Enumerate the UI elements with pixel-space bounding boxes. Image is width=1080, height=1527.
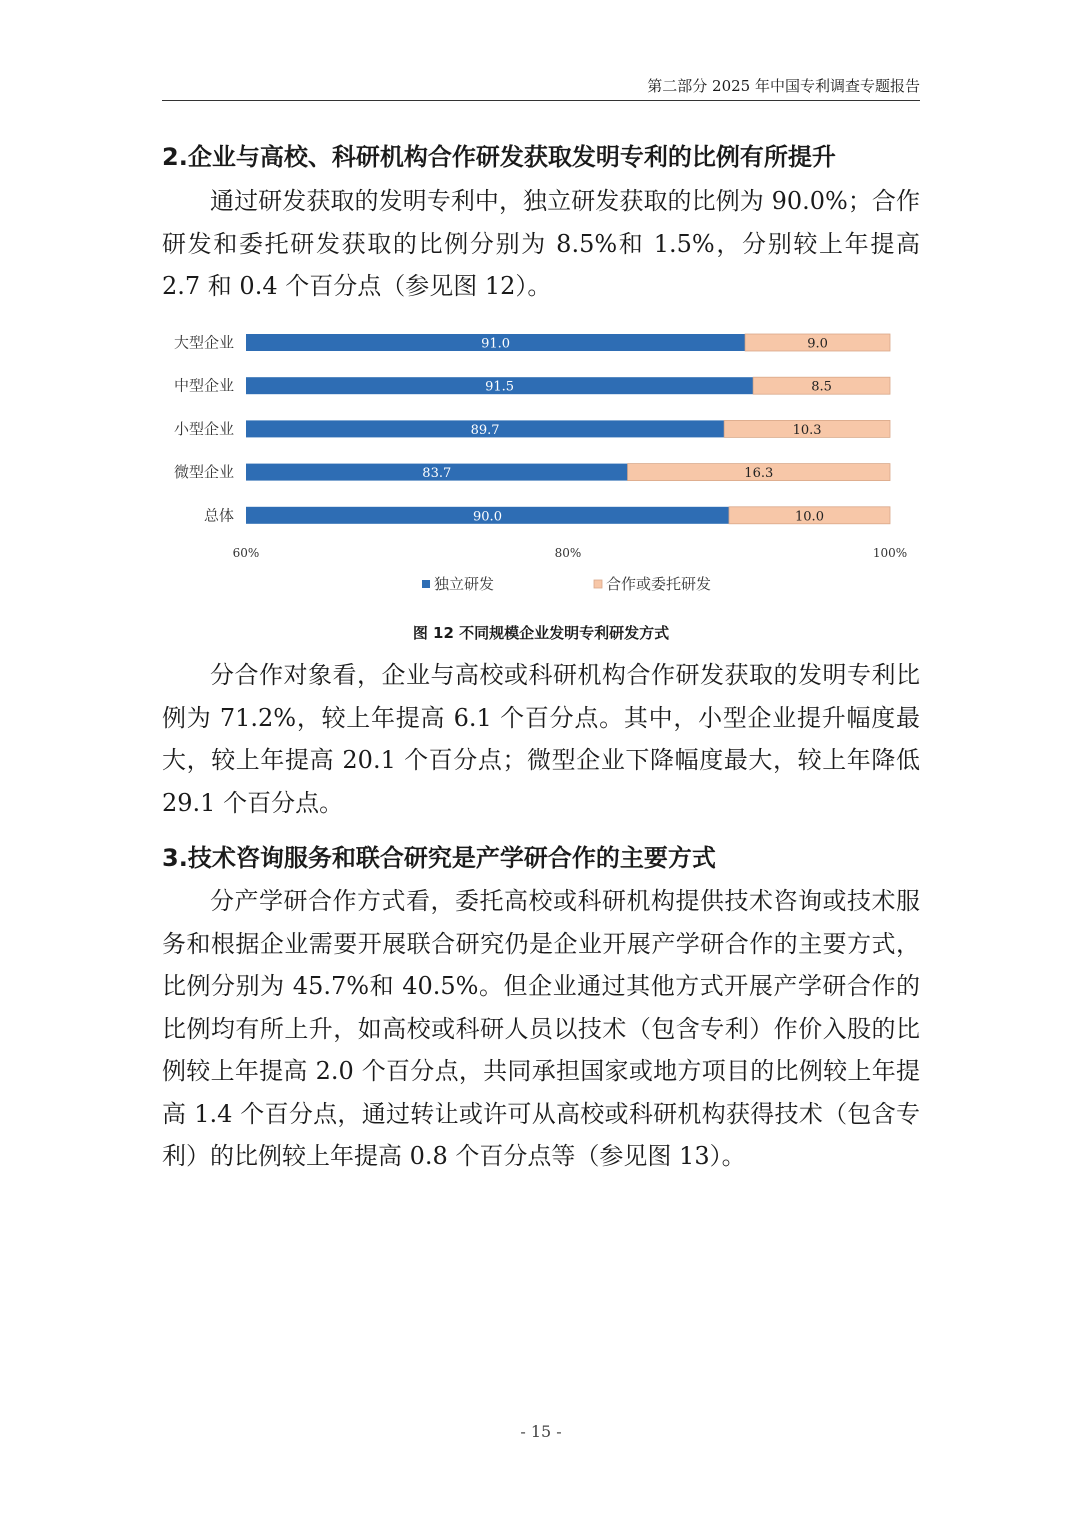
- category-label: 大型企业: [173, 333, 234, 352]
- category-label: 总体: [203, 506, 234, 525]
- data-label-cooperative: 10.0: [795, 509, 824, 525]
- data-label-cooperative: 10.3: [792, 422, 822, 438]
- figure-12-caption: 图 12 不同规模企业发明专利研发方式: [412, 624, 670, 642]
- figure-12-chart: [162, 320, 920, 610]
- stacked-bar-chart: [162, 320, 920, 610]
- category-label: 中型企业: [173, 376, 234, 395]
- data-label-cooperative: 16.3: [744, 466, 774, 482]
- data-label-independent: 90.0: [473, 509, 502, 525]
- page-number: - 15 -: [520, 1422, 562, 1441]
- data-label-independent: 83.7: [422, 466, 452, 482]
- x-tick-label: 60%: [232, 546, 260, 560]
- section-3-heading: 3.技术咨询服务和联合研究是产学研合作的主要方式: [162, 844, 716, 872]
- section-3-paragraph: 分产学研合作方式看，委托高校或科研机构提供技术咨询或技术服务和根据企业需要开展联合研究仍是企业开展产学研合作的主要方式，比例分别为 45.7%和 40.5%。但企业通过其他方式开展产学研合作的比例均有所上升，如高校或科研人员以技术（包含专利）作价入股的比例较上年提高 2.0 个百分点，共同承担国家或地方项目的比例较上年提高 1.4 个百分点，通过转让或许可从高校或科研机构获得技术（包含专利）的比例较上年提高 0.8 个百分点等（参见图 13）。: [162, 887, 920, 1170]
- x-tick-label: 100%: [872, 546, 908, 560]
- section-2-heading: 2.企业与高校、科研机构合作研发获取发明专利的比例有所提升: [162, 143, 836, 171]
- legend-label: 独立研发: [434, 575, 495, 593]
- data-label-independent: 91.0: [481, 336, 511, 352]
- category-label: 小型企业: [173, 419, 234, 438]
- data-label-cooperative: 8.5: [811, 379, 832, 395]
- legend-swatch: [422, 580, 430, 588]
- paragraph-cooperation-partners: 分合作对象看，企业与高校或科研机构合作研发获取的发明专利比例为 71.2%，较上年提高 6.1 个百分点。其中，小型企业提升幅度最大，较上年提高 20.1 个百分点；微型企业下降幅度最大，较上年降低 29.1 个百分点。: [162, 661, 920, 817]
- data-label-independent: 91.5: [485, 379, 515, 395]
- page-header: 第二部分 2025 年中国专利调查专题报告: [162, 76, 920, 101]
- x-tick-label: 80%: [554, 546, 582, 560]
- data-label-cooperative: 9.0: [807, 336, 828, 352]
- legend-label: 合作或委托研发: [606, 575, 712, 593]
- data-label-independent: 89.7: [470, 422, 500, 438]
- legend-swatch: [594, 580, 602, 588]
- section-2-paragraph: 通过研发获取的发明专利中，独立研发获取的比例为 90.0%；合作研发和委托研发获取的比例分别为 8.5%和 1.5%，分别较上年提高 2.7 和 0.4 个百分点（参见图 12）。: [162, 187, 920, 300]
- category-label: 微型企业: [173, 463, 234, 482]
